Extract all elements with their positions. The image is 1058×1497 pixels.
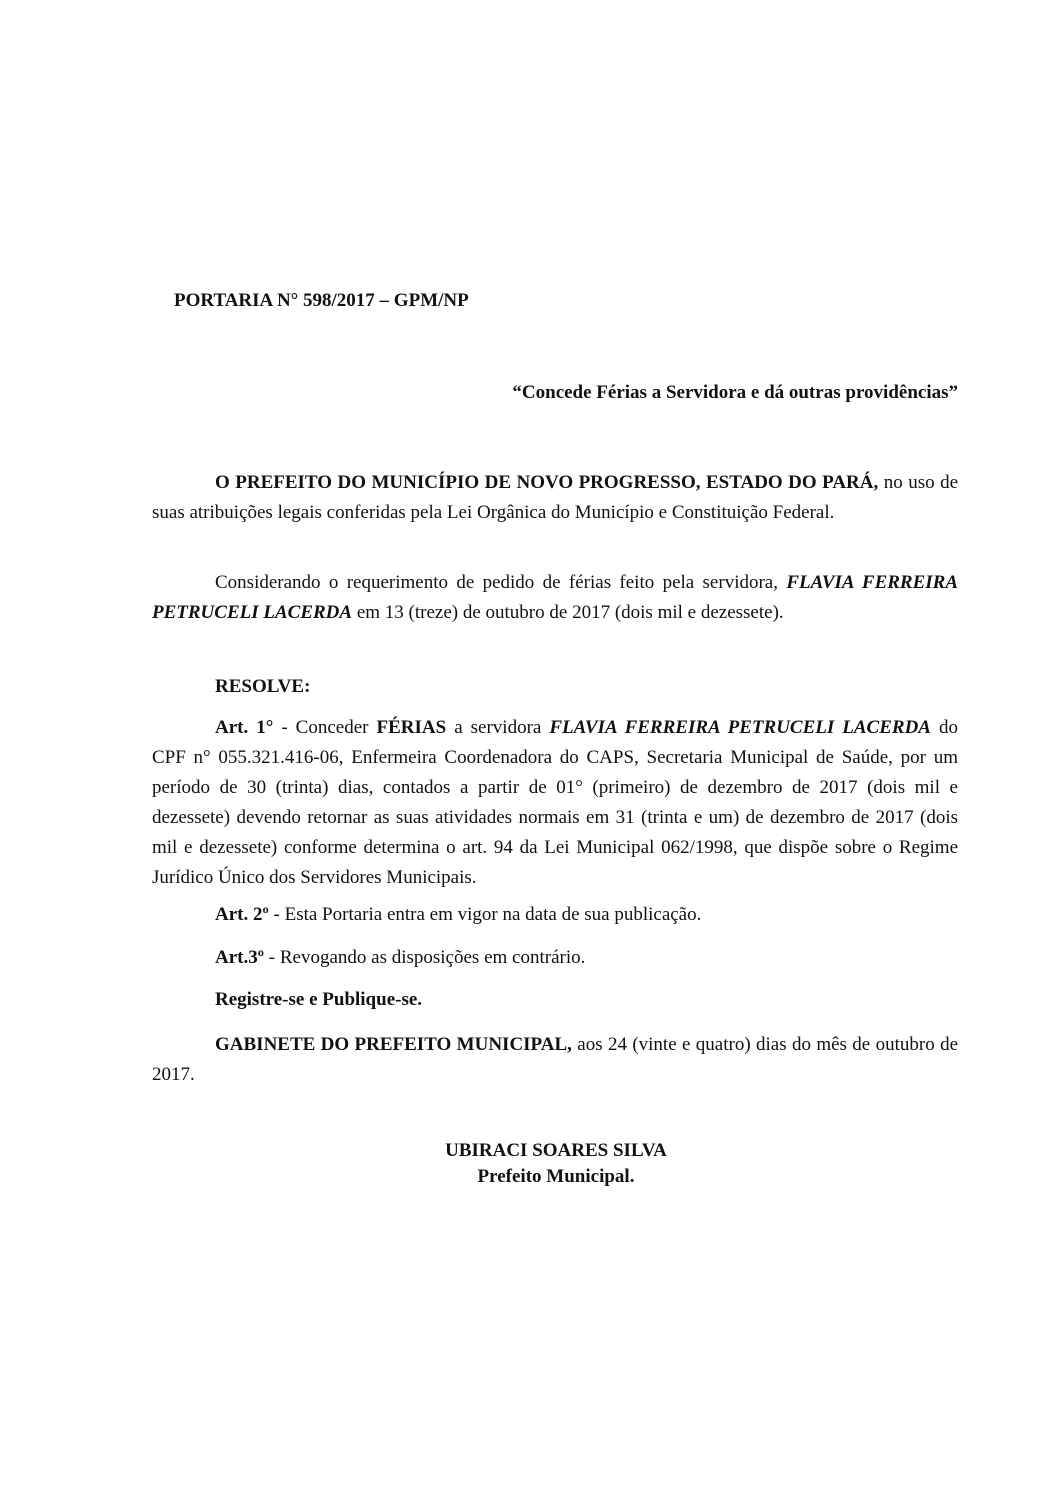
considerando-text-a: Considerando o requerimento de pedido de férias feito pela servidora,: [215, 572, 787, 593]
signatory-name: UBIRACI SOARES SILVA: [445, 1140, 667, 1161]
signatory-role: Prefeito Municipal.: [477, 1166, 635, 1187]
art1-text-b: a servidora: [446, 717, 550, 738]
intro-paragraph: [152, 468, 958, 528]
gabinete-text: aos 24 (vinte e quatro) dias do mês de outubro de 2017.: [152, 1034, 959, 1085]
art1-paragraph: [152, 713, 958, 893]
art1-ferias: FÉRIAS: [376, 717, 447, 738]
considerando-paragraph: [152, 568, 958, 628]
considerando-servant-name: FLAVIA FERREIRA PETRUCELI LACERDA: [152, 572, 958, 623]
art1-servant-name: FLAVIA FERREIRA PETRUCELI LACERDA: [549, 717, 931, 738]
art1-text-c: do CPF n° 055.321.416-06, Enfermeira Coordenadora do CAPS, Secretaria Municipal de Saúde, por um período de 30 (trinta) dias, contados a partir de 01° (primeiro) de dezembro de 2017 (dois mil e dezessete) devendo retornar as suas atividades normais em 31 (trinta e um) de dezembro de 2017 (dois mil e dezessete) conforme determina o art. 94 da Lei Municipal 062/1998, que dispõe sobre o Regime Jurídico Único dos Servidores Municipais.: [152, 717, 958, 888]
considerando-text-b: em 13 (treze) de outubro de 2017 (dois mil e dezessete).: [352, 602, 784, 623]
intro-text: no uso de suas atribuições legais conferidas pela Lei Orgânica do Município e Constituição Federal.: [152, 472, 959, 523]
registre-publique: Registre-se e Publique-se.: [215, 989, 423, 1010]
intro-authority: O PREFEITO DO MUNICÍPIO DE NOVO PROGRESSO, ESTADO DO PARÁ,: [215, 472, 879, 493]
gabinete-paragraph: [152, 1030, 958, 1090]
portaria-ementa: “Concede Férias a Servidora e dá outras providências”: [512, 382, 958, 403]
art2-text: - Esta Portaria entra em vigor na data de sua publicação.: [268, 904, 702, 925]
portaria-title: PORTARIA N° 598/2017 – GPM/NP: [174, 290, 469, 311]
art2-paragraph: [152, 900, 958, 930]
resolve-heading: RESOLVE:: [215, 676, 311, 697]
art3-paragraph: [152, 943, 958, 973]
art2-label: Art. 2º: [215, 904, 269, 925]
art3-text: - Revogando as disposições em contrário.: [264, 947, 586, 968]
art3-label: Art.3º: [215, 947, 265, 968]
gabinete-label: GABINETE DO PREFEITO MUNICIPAL,: [215, 1034, 572, 1055]
art1-text-a: - Conceder: [273, 717, 377, 738]
signature-block: [356, 1138, 756, 1190]
art1-label: Art. 1°: [215, 717, 274, 738]
